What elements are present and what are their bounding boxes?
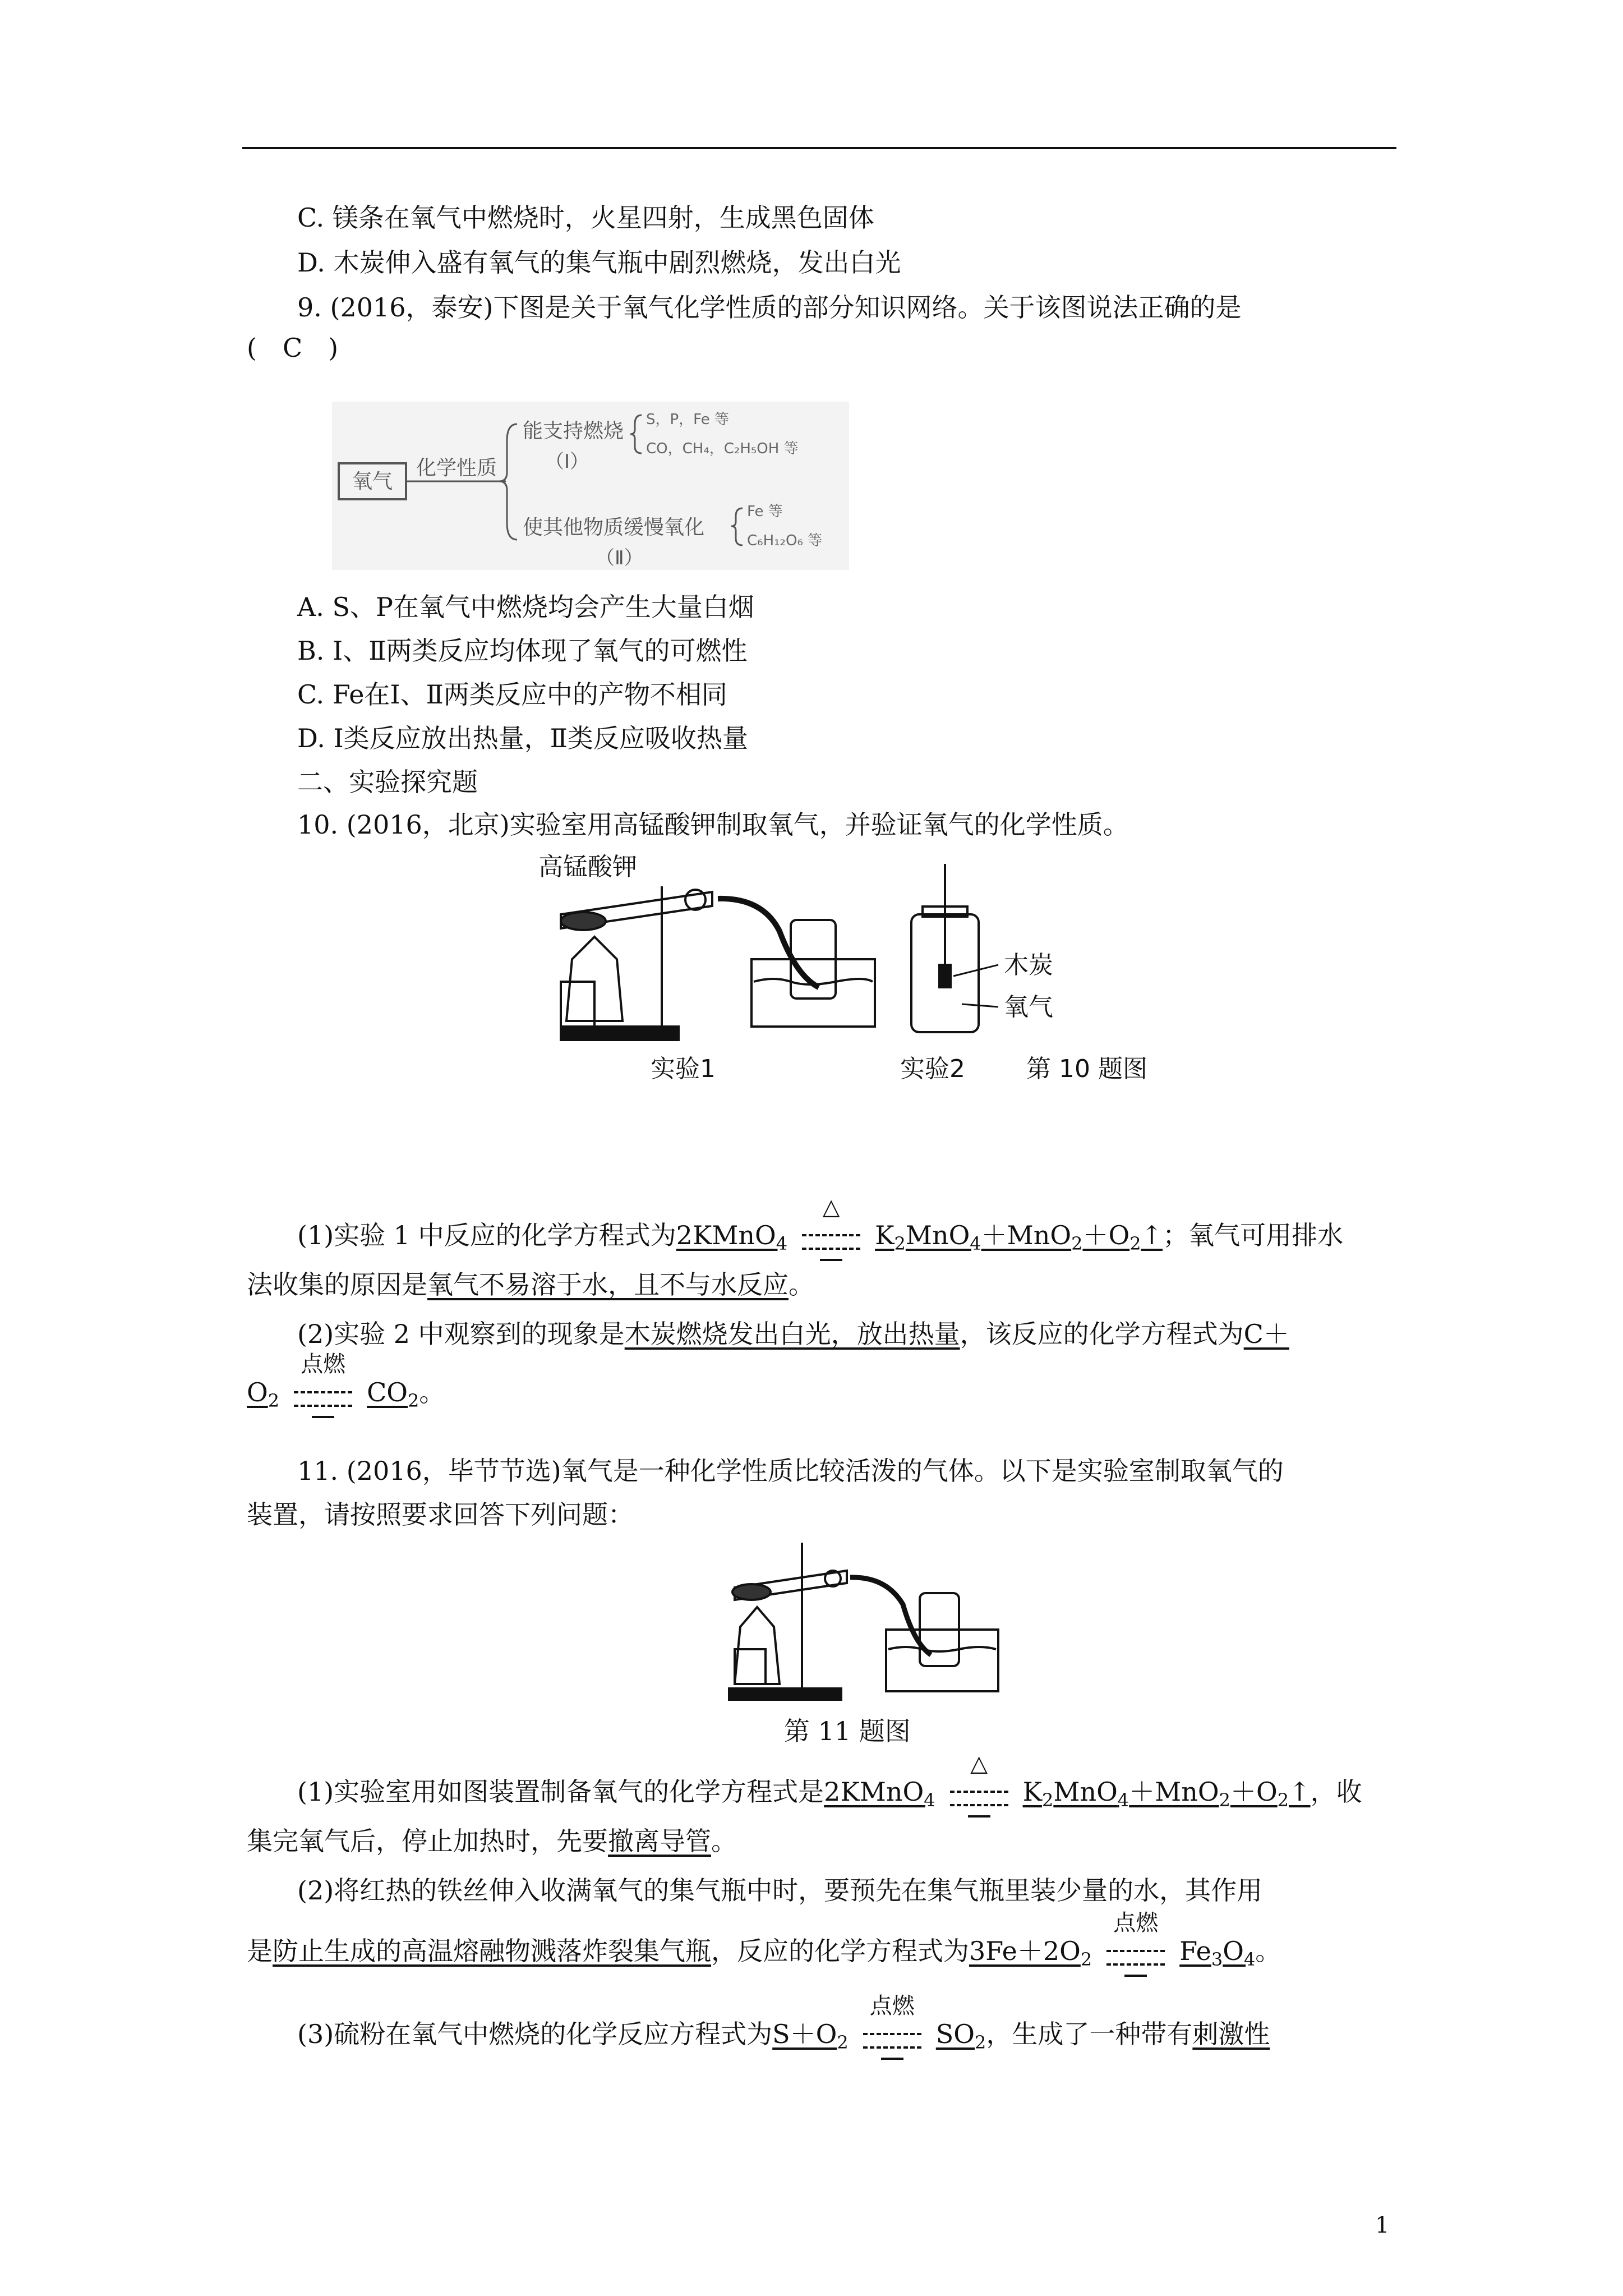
equals-tail — [1124, 1975, 1147, 1977]
eq-sub: 2 — [894, 1233, 906, 1255]
knowledge-network-figure — [332, 402, 849, 570]
q11-3-mid: ，生成了一种带有 — [986, 2019, 1193, 2049]
condition-text: 点燃 — [869, 1993, 915, 2019]
eq-rhs: CO — [367, 1377, 408, 1407]
q9-option-d: D. Ⅰ类反应放出热量，Ⅱ类反应吸收热量 — [297, 723, 748, 753]
network-b2: 使其他物质缓慢氧化 — [523, 516, 705, 539]
network-brace — [499, 424, 517, 540]
option-c: C. 镁条在氧气中燃烧时，火星四射，生成黑色固体 — [297, 203, 874, 233]
eq-sub: 2 — [268, 1390, 280, 1412]
q10-part1-line1 — [297, 1194, 1344, 1255]
reaction-condition — [946, 1751, 1013, 1809]
stopper-clamp — [685, 890, 706, 910]
q11-2-product — [1179, 1936, 1256, 1971]
label-exp2: 实验2 — [900, 1055, 965, 1083]
reaction-condition — [289, 1351, 357, 1409]
label-exp1: 实验1 — [651, 1055, 716, 1083]
q10-2-o2 — [247, 1377, 280, 1412]
question-11: 11. (2016，毕节节选)氧气是一种化学性质比较活泼的气体。以下是实验室制取氧气的 — [297, 1456, 1284, 1486]
eq-sub: 3 — [1211, 1949, 1223, 1971]
q10-1-equation — [676, 1220, 788, 1255]
q11-1-suffix: ，收 — [1310, 1777, 1362, 1807]
q10-2-product — [367, 1377, 419, 1412]
eq-sub: 2 — [1041, 1789, 1054, 1811]
q9-option-b: B. Ⅰ、Ⅱ两类反应均体现了氧气的可燃性 — [297, 636, 748, 666]
condition-symbol: △ — [970, 1751, 988, 1777]
eq-lhs: S＋O — [772, 2019, 837, 2049]
q10-2-mid: ，该反应的化学方程式为 — [960, 1319, 1244, 1349]
eq-sub: 2 — [408, 1390, 419, 1412]
option-d: D. 木炭伸入盛有氧气的集气瓶中剧烈燃烧，发出白光 — [297, 247, 901, 278]
alcohol-lamp — [735, 1607, 780, 1684]
question-9: 9. (2016，泰安)下图是关于氧气化学性质的部分知识网络。关于该图说法正确的是 — [297, 292, 1242, 323]
figure-11 — [718, 1537, 1021, 1705]
network-brace-2 — [731, 508, 743, 545]
eq-rhs: MnO — [1053, 1777, 1118, 1807]
equals-sign — [950, 1791, 1008, 1806]
reaction-condition — [859, 1993, 926, 2051]
q11-2-answer: 防止生成的高温熔融物溅落炸裂集气瓶 — [273, 1936, 711, 1966]
network-b1-items-1: S，P，Fe 等 — [646, 411, 729, 428]
eq-rhs: ＋O — [1230, 1777, 1278, 1807]
q10-1-products — [875, 1220, 1163, 1255]
eq-rhs: Fe — [1179, 1936, 1211, 1966]
equals-sign — [1106, 1950, 1165, 1966]
equals-sign — [294, 1391, 352, 1407]
eq-sub: 2 — [1071, 1233, 1083, 1255]
eq-sub: 2 — [1219, 1789, 1230, 1811]
network-b2-items-1: Fe 等 — [747, 503, 783, 520]
q10-part2-line2 — [247, 1351, 445, 1412]
q9-option-a: A. S、P在氧气中燃烧均会产生大量白烟 — [297, 592, 754, 622]
condition-symbol: △ — [822, 1194, 840, 1220]
eq-rhs: ＋MnO — [981, 1220, 1072, 1250]
q11-part2-line2 — [247, 1910, 1281, 1971]
eq-sub: 2 — [1277, 1789, 1289, 1811]
q11-part1-line1 — [297, 1751, 1362, 1811]
q11-3-prefix: (3)硫粉在氧气中燃烧的化学反应方程式为 — [297, 2019, 773, 2049]
caption-fig11: 第 11 题图 — [784, 1716, 911, 1746]
eq-sub: 4 — [776, 1233, 788, 1255]
equals-sign — [802, 1234, 860, 1250]
eq-rhs: SO — [935, 2019, 975, 2049]
eq-lhs: 2KMnO — [676, 1220, 776, 1250]
q11-1-answer: 撤离导管 — [608, 1826, 711, 1856]
reaction-condition — [1102, 1910, 1169, 1968]
label-line-oxygen — [962, 1004, 998, 1007]
stand-base — [729, 1688, 841, 1700]
section-heading: 二、实验探究题 — [297, 767, 478, 797]
water-surface — [888, 1647, 996, 1651]
q11-1-equation — [824, 1777, 935, 1811]
eq-rhs: ↑ — [1289, 1777, 1311, 1807]
eq-sub: 2 — [975, 2032, 986, 2054]
eq-rhs: ↑ — [1141, 1220, 1163, 1250]
label-kmno4: 高锰酸钾 — [538, 853, 637, 881]
eq-rhs: K — [1022, 1777, 1042, 1807]
q10-part1-line2 — [247, 1268, 814, 1301]
reaction-condition — [797, 1194, 865, 1252]
eq-lhs: 2KMnO — [824, 1777, 924, 1807]
q11-1-line2-suffix: 。 — [711, 1826, 737, 1856]
network-root: 氧气 — [352, 470, 393, 493]
q11-1-products — [1022, 1777, 1311, 1811]
q11-1-prefix: (1)实验室用如图装置制备氧气的化学方程式是 — [297, 1777, 824, 1807]
condition-text: 点燃 — [301, 1351, 346, 1377]
page-number: 1 — [1375, 2212, 1390, 2238]
header-rule — [242, 147, 1396, 149]
q9-option-c: C. Fe在Ⅰ、Ⅱ两类反应中的产物不相同 — [297, 679, 727, 710]
q11-2-end: 。 — [1255, 1936, 1281, 1966]
q11-2-prefix: 是 — [247, 1936, 273, 1966]
q10-1-suffix: ；氧气可用排水 — [1163, 1220, 1344, 1250]
delivery-tube — [718, 899, 819, 987]
q10-2-prefix: (2)实验 2 中观察到的现象是 — [297, 1319, 625, 1349]
network-b1-num: （Ⅰ） — [545, 450, 589, 473]
q10-2-answer: 木炭燃烧发出白光，放出热量 — [624, 1319, 960, 1349]
label-carbon: 木炭 — [1004, 951, 1053, 979]
eq-sub: 2 — [837, 2032, 849, 2054]
equals-tail — [968, 1815, 990, 1818]
stand-base — [561, 1027, 679, 1040]
eq-sub: 4 — [1117, 1789, 1129, 1811]
wood-block — [735, 1649, 766, 1684]
condition-text: 点燃 — [1113, 1910, 1159, 1936]
equals-tail — [312, 1416, 334, 1418]
eq-sub: 4 — [1243, 1949, 1256, 1971]
q11-2-mid: ，反应的化学方程式为 — [711, 1936, 969, 1966]
q10-1-line2-prefix: 法收集的原因是 — [247, 1269, 427, 1300]
eq-rhs: ＋MnO — [1129, 1777, 1219, 1807]
label-line-carbon — [953, 965, 998, 976]
eq-rhs: O — [1223, 1936, 1244, 1966]
q11-part3-line1 — [297, 1993, 1270, 2054]
eq-sub: 4 — [970, 1233, 981, 1255]
water-trough — [886, 1630, 998, 1691]
q11-part2-line1: (2)将红热的铁丝伸入收满氧气的集气瓶中时，要预先在集气瓶里装少量的水，其作用 — [297, 1875, 1263, 1906]
equals-tail — [820, 1259, 842, 1261]
q10-1-prefix: (1)实验 1 中反应的化学方程式为 — [297, 1220, 676, 1250]
q11-2-equation — [969, 1936, 1092, 1971]
equals-sign — [863, 2033, 921, 2049]
network-branch: 化学性质 — [416, 457, 497, 480]
kmno4-powder — [732, 1584, 771, 1600]
charcoal — [939, 965, 951, 987]
equals-tail — [881, 2058, 903, 2060]
caption-fig10: 第 10 题图 — [1026, 1055, 1147, 1083]
q11-3-answer: 刺激性 — [1192, 2019, 1270, 2049]
q10-part2-line1 — [297, 1317, 1289, 1351]
network-b1-items-2: CO，CH₄，C₂H₅OH 等 — [646, 440, 799, 457]
q10-1-answer: 氧气不易溶于水，且不与水反应 — [427, 1269, 789, 1300]
eq-rhs: MnO — [905, 1220, 970, 1250]
eq-rhs: ＋O — [1082, 1220, 1130, 1250]
q11-part1-line2 — [247, 1824, 737, 1858]
eq-lhs: O — [247, 1377, 268, 1407]
water-trough — [751, 959, 875, 1027]
eq-sub: 2 — [1080, 1949, 1092, 1971]
question-10: 10. (2016，北京)实验室用高锰酸钾制取氧气，并验证氧气的化学性质。 — [297, 809, 1129, 840]
q10-1-line2-suffix: 。 — [789, 1269, 814, 1300]
kmno4-powder — [561, 912, 606, 930]
figure-10 — [527, 853, 1178, 1088]
q10-2-eq-start: C＋ — [1243, 1319, 1289, 1349]
eq-lhs: 3Fe＋2O — [969, 1936, 1081, 1966]
q11-3-product — [935, 2019, 986, 2054]
eq-rhs: K — [875, 1220, 895, 1250]
q10-2-end: 。 — [419, 1377, 445, 1407]
eq-sub: 4 — [924, 1789, 935, 1811]
knowledge-network-diagram — [332, 402, 849, 570]
q11-1-line2-prefix: 集完氧气后，停止加热时，先要 — [247, 1826, 608, 1856]
network-b2-num: （Ⅱ） — [596, 547, 643, 569]
q11-3-equation — [772, 2019, 849, 2054]
eq-sub: 2 — [1129, 1233, 1141, 1255]
network-b1: 能支持燃烧 — [523, 420, 624, 443]
network-brace-1 — [630, 415, 642, 453]
question-11-line2: 装置，请按照要求回答下列问题： — [247, 1499, 634, 1530]
network-b2-items-2: C₆H₁₂O₆ 等 — [747, 532, 823, 549]
question-9-answer: ( C ) — [247, 333, 339, 363]
label-oxygen: 氧气 — [1004, 993, 1053, 1022]
